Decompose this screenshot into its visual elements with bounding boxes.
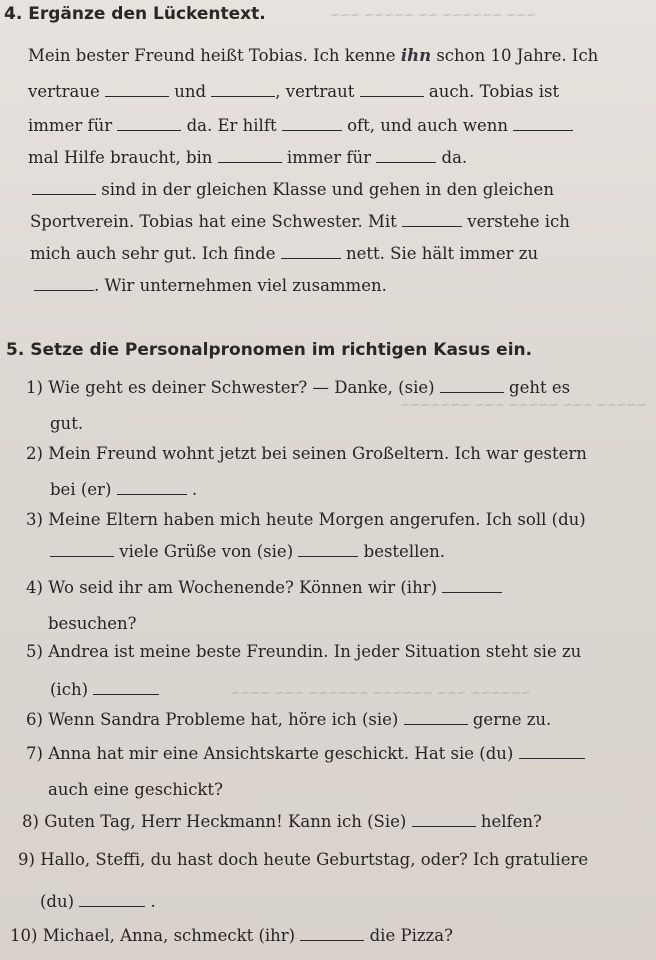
gap-blank[interactable] (117, 129, 181, 131)
item-number: 1) (26, 378, 43, 397)
item-9-line-1: 9) Hallo, Steffi, du hast doch heute Geburtstag, oder? Ich gratuliere (18, 850, 589, 869)
gap-blank[interactable] (376, 161, 436, 163)
gap-blank[interactable] (440, 391, 504, 393)
exercise-5-title: 5. Setze die Personalpronomen im richtigen Kasus ein. (6, 340, 533, 360)
item-number: 8) (22, 812, 39, 831)
item-1-line-1: 1) Wie geht es deiner Schwester? — Danke, (sie) geht es (26, 378, 571, 397)
item-3-line-2: viele Grüße von (sie) bestellen. (50, 542, 445, 561)
item-4-line-1: 4) Wo seid ihr am Wochenende? Können wir (ihr) (26, 578, 502, 597)
gap-blank[interactable] (93, 693, 159, 695)
item-number: 9) (18, 850, 35, 869)
gap-blank[interactable] (34, 289, 94, 291)
handwritten-answer: ihn (400, 46, 432, 65)
gap-blank[interactable] (404, 723, 468, 725)
item-5-line-2: (ich) (50, 680, 159, 699)
item-number: 4) (26, 578, 43, 597)
bleed-through-text: ~~~~~~ ~~~ ~~~~~~ ~~~~~~ ~~~ ~~~~ (230, 686, 531, 700)
text-line-2: vertraue und , vertraut auch. Tobias ist (28, 82, 560, 101)
gap-blank[interactable] (117, 493, 187, 495)
text-line-6: Sportverein. Tobias hat eine Schwester. Mit verstehe ich (30, 212, 570, 231)
item-number: 3) (26, 510, 43, 529)
item-3-line-1: 3) Meine Eltern haben mich heute Morgen angerufen. Ich soll (du) (26, 510, 586, 529)
item-8-line-1: 8) Guten Tag, Herr Heckmann! Kann ich (Sie) helfen? (22, 812, 542, 831)
item-2-line-1: 2) Mein Freund wohnt jetzt bei seinen Großeltern. Ich war gestern (26, 444, 587, 463)
item-6-line-1: 6) Wenn Sandra Probleme hat, höre ich (sie) gerne zu. (26, 710, 552, 729)
bleed-through-text: ~~~ ~~~~~~ ~~ ~~~~~ ~~~ (330, 8, 537, 22)
item-10-line-1: 10) Michael, Anna, schmeckt (ihr) die Pizza? (10, 926, 453, 945)
gap-blank[interactable] (211, 95, 275, 97)
item-7-line-1: 7) Anna hat mir eine Ansichtskarte geschickt. Hat sie (du) (26, 744, 585, 763)
gap-blank[interactable] (519, 757, 585, 759)
item-number: 5) (26, 642, 43, 661)
item-number: 7) (26, 744, 43, 763)
gap-blank[interactable] (360, 95, 424, 97)
gap-blank[interactable] (281, 257, 341, 259)
item-number: 10) (10, 926, 38, 945)
gap-blank[interactable] (79, 905, 145, 907)
gap-blank[interactable] (300, 939, 364, 941)
gap-blank[interactable] (105, 95, 169, 97)
text-line-3: immer für da. Er hilft oft, und auch wenn (28, 116, 573, 135)
text-line-1: Mein bester Freund heißt Tobias. Ich kenne ihn schon 10 Jahre. Ich (28, 46, 599, 65)
item-9-line-2: (du) . (40, 892, 156, 911)
gap-blank[interactable] (32, 193, 96, 195)
gap-blank[interactable] (402, 225, 462, 227)
text-line-7: mich auch sehr gut. Ich finde nett. Sie hält immer zu (30, 244, 539, 263)
bleed-through-text: ~~~~~ ~~~ ~~~~~ ~~~ ~~~~~~~ (400, 398, 647, 412)
exercise-4-title: 4. Ergänze den Lückentext. (4, 4, 266, 24)
gap-blank[interactable] (298, 555, 358, 557)
gap-blank[interactable] (50, 555, 114, 557)
item-number: 6) (26, 710, 43, 729)
gap-blank[interactable] (282, 129, 342, 131)
gap-blank[interactable] (513, 129, 573, 131)
item-2-line-2: bei (er) . (50, 480, 198, 499)
gap-blank[interactable] (442, 591, 502, 593)
text-line-5: sind in der gleichen Klasse und gehen in den gleichen (32, 180, 554, 199)
gap-blank[interactable] (218, 161, 282, 163)
item-7-line-2: auch eine geschickt? (48, 780, 223, 799)
item-1-line-2: gut. (50, 414, 84, 433)
item-number: 2) (26, 444, 43, 463)
text-line-4: mal Hilfe braucht, bin immer für da. (28, 148, 468, 167)
gap-blank[interactable] (412, 825, 476, 827)
item-4-line-2: besuchen? (48, 614, 137, 633)
item-5-line-1: 5) Andrea ist meine beste Freundin. In jeder Situation steht sie zu (26, 642, 582, 661)
text-line-8: . Wir unternehmen viel zusammen. (34, 276, 387, 295)
